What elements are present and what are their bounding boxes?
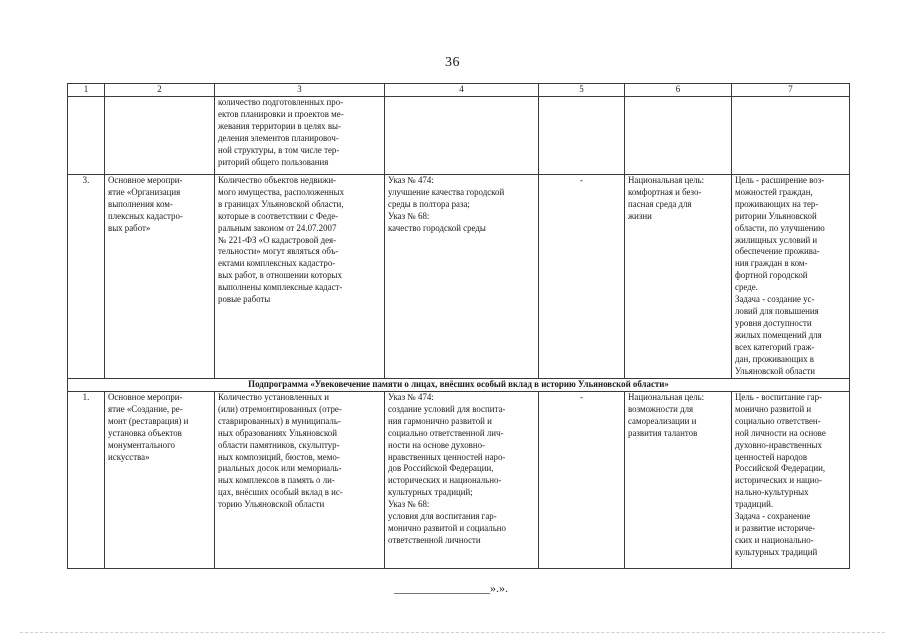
text-line: пасная среда для <box>628 198 692 209</box>
text-line: комфортная и безо- <box>628 186 702 197</box>
text-line: ловий для повышения <box>735 305 819 316</box>
activity-name-cell <box>105 97 215 175</box>
text-line: Основное меропри- <box>108 175 183 185</box>
text-line: проживающих на тер- <box>735 198 819 209</box>
text-line: фортной городской <box>735 270 808 281</box>
goal-cell <box>732 97 850 175</box>
indicator-cell <box>215 392 385 569</box>
text-line: Указ № 474: <box>388 175 434 185</box>
text-line: вых работ» <box>108 222 151 233</box>
text-line: можностей граждан, <box>735 186 813 197</box>
text-line: исторических и национально- <box>388 475 502 486</box>
text-line: качество городской среды <box>388 222 486 233</box>
text-line: ятие «Организация <box>108 186 181 197</box>
decree-cell <box>385 175 539 379</box>
text-line: Указ № 68: <box>388 210 430 221</box>
text-line: развития талантов <box>628 427 698 438</box>
text-line: среде. <box>735 282 758 293</box>
text-line: ответственной личности <box>388 534 481 545</box>
text-line: Российской Федерации, <box>735 463 826 474</box>
text-line: дов Российской Федерации, <box>388 463 494 474</box>
text-line: ния граждан в ком- <box>735 258 808 269</box>
text-line: Цель - расширение воз- <box>735 175 825 185</box>
text-line: ставрированных) в муниципаль- <box>218 415 341 426</box>
text-line: цах, внёсших особый вклад в ис- <box>218 487 343 498</box>
row-number-cell: 3. <box>68 175 105 379</box>
national-goal-cell <box>625 175 732 379</box>
text-line: Национальная цель: <box>628 175 705 185</box>
text-line: ритории Ульяновской <box>735 210 817 221</box>
text-line: социально ответствен- <box>735 415 821 426</box>
text-line: уровня доступности <box>735 317 812 328</box>
decree-cell <box>385 97 539 175</box>
header-cell: 7 <box>732 84 850 97</box>
text-line: установка объектов <box>108 427 182 438</box>
text-line: ных образованиях Ульяновской <box>218 427 337 438</box>
text-line: ровые работы <box>218 294 271 305</box>
goal-cell <box>732 175 850 379</box>
scan-edge-divider <box>20 632 885 634</box>
text-line: духовно-нравственных <box>735 439 822 450</box>
decree-cell <box>385 392 539 569</box>
header-cell: 3 <box>215 84 385 97</box>
text-line: среды в полтора раза; <box>388 198 470 209</box>
indicator-cell <box>215 97 385 175</box>
text-line: Указ № 68: <box>388 499 430 510</box>
program-table <box>67 83 850 569</box>
column-number-row <box>68 84 850 97</box>
text-line: монт (реставрация) и <box>108 415 189 426</box>
header-cell: 2 <box>105 84 215 97</box>
text-line: мого имущества, расположенных <box>218 186 345 197</box>
text-line: в границах Ульяновской области, <box>218 198 344 209</box>
text-line: возможности для <box>628 403 694 414</box>
text-line: нально-культурных <box>735 487 809 498</box>
page-number: 36 <box>445 55 460 70</box>
text-line: ектами комплексных кадастро- <box>218 258 336 269</box>
col5-cell <box>539 97 625 175</box>
text-line: жизни <box>628 210 652 221</box>
subprogram-heading-row <box>68 379 850 392</box>
text-line: риторий общего пользования <box>218 156 329 167</box>
text-line: ных композиций, бюстов, мемо- <box>218 451 340 462</box>
text-line: Задача - сохранение <box>735 511 811 522</box>
text-line: выполнения ком- <box>108 198 173 209</box>
goal-cell <box>732 392 850 569</box>
row-number-cell <box>68 97 105 175</box>
header-cell: 6 <box>625 84 732 97</box>
text-line: ценностей народов <box>735 451 808 462</box>
text-line: которые в соответствии с Феде- <box>218 210 339 221</box>
subprogram-title: Подпрограмма «Увековечение памяти о лицах, внёсших особый вклад в историю Ульяновской области» <box>68 379 850 392</box>
text-line: монично развитой и <box>735 403 812 414</box>
text-line: риальных досок или мемориаль- <box>218 463 342 474</box>
text-line: ной личности на основе <box>735 427 826 438</box>
text-line: Задача - создание ус- <box>735 294 815 305</box>
text-line: Цель - воспитание гар- <box>735 392 822 402</box>
text-line: ектов планировки и проектов ме- <box>218 108 344 119</box>
text-line: Основное меропри- <box>108 392 183 402</box>
text-line: количество подготовленных про- <box>218 97 344 107</box>
text-line: искусства» <box>108 451 150 462</box>
text-line: вых работ, в отношении которых <box>218 270 342 281</box>
text-line: и развитие историче- <box>735 522 816 533</box>
table-row-continuation <box>68 97 850 175</box>
table-row-3 <box>68 175 850 379</box>
activity-name-cell <box>105 175 215 379</box>
text-line: создание условий для воспита- <box>388 403 506 414</box>
text-line: Количество установленных и <box>218 392 330 402</box>
text-line: всех категорий граж- <box>735 341 815 352</box>
text-line: ских и национально- <box>735 534 814 545</box>
text-line: ности на основе духовно- <box>388 439 486 450</box>
row-number-cell: 1. <box>68 392 105 569</box>
text-line: монументального <box>108 439 175 450</box>
text-line: Указ № 474: <box>388 392 434 402</box>
text-line: (или) отремонтированных (отре- <box>218 403 342 414</box>
text-line: дан, проживающих в <box>735 353 814 364</box>
text-line: плексных кадастро- <box>108 210 183 221</box>
text-line: улучшение качества городской <box>388 186 505 197</box>
text-line: Ульяновской области <box>735 365 816 376</box>
text-line: самореализации и <box>628 415 697 426</box>
text-line: нравственных ценностей наро- <box>388 451 506 462</box>
header-cell: 5 <box>539 84 625 97</box>
text-line: Национальная цель: <box>628 392 705 402</box>
national-goal-cell <box>625 97 732 175</box>
text-line: ной структуры, в том числе тер- <box>218 144 340 155</box>
text-line: торию Ульяновской области <box>218 499 325 510</box>
text-line: деления элементов планировоч- <box>218 132 339 143</box>
text-line: ральным законом от 24.07.2007 <box>218 222 337 233</box>
text-line: ных комплексов в память о ли- <box>218 475 335 486</box>
text-line: культурных традиций; <box>388 487 473 498</box>
text-line: № 221-ФЗ «О кадастровой дея- <box>218 234 337 245</box>
text-line: выполнены комплексные кадаст- <box>218 282 343 293</box>
text-line: традиций. <box>735 499 774 510</box>
table-row-subprogram-1 <box>68 392 850 569</box>
text-line: жилищных условий и <box>735 234 818 245</box>
text-line: обеспечение прожива- <box>735 246 820 257</box>
text-line: жилых помещений для <box>735 329 822 340</box>
text-line: ния гармонично развитой и <box>388 415 492 426</box>
text-line: Количество объектов недвижи- <box>218 175 337 185</box>
col5-cell: - <box>539 175 625 379</box>
activity-name-cell <box>105 392 215 569</box>
text-line: социально ответственной лич- <box>388 427 504 438</box>
text-line: условия для воспитания гар- <box>388 511 497 522</box>
text-line: монично развитой и социально <box>388 522 506 533</box>
indicator-cell <box>215 175 385 379</box>
text-line: области, по улучшению <box>735 222 825 233</box>
col5-cell: - <box>539 392 625 569</box>
national-goal-cell <box>625 392 732 569</box>
header-cell: 4 <box>385 84 539 97</box>
text-line: исторических и нацио- <box>735 475 822 486</box>
text-line: жевания территории в целях вы- <box>218 120 341 131</box>
text-line: области памятников, скульптур- <box>218 439 340 450</box>
text-line: тельности» могут являться объ- <box>218 246 339 257</box>
text-line: культурных традиций <box>735 546 818 557</box>
closing-mark: ________________».». <box>394 581 508 595</box>
text-line: ятие «Создание, ре- <box>108 403 183 414</box>
header-cell: 1 <box>68 84 105 97</box>
